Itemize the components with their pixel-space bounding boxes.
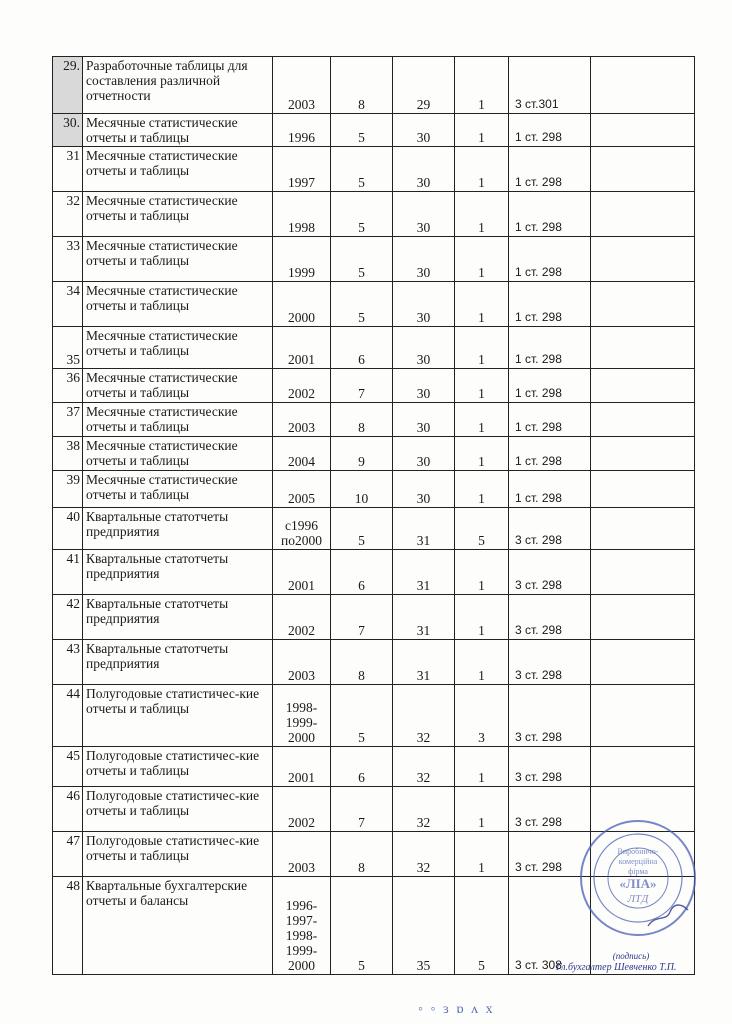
year-line: 2005 (288, 491, 315, 506)
row-title: Месячные статистические отчеты и таблицы (83, 237, 273, 282)
row-empty (591, 508, 695, 550)
row-col-a: 5 (331, 685, 393, 747)
year-line: 1999- (285, 715, 318, 730)
year-line: 2003 (288, 668, 315, 683)
stamp-line: комерційна (618, 857, 658, 866)
row-year (273, 327, 331, 369)
signature-name: Гл.бухгалтер Шевченко Т.П. (556, 962, 677, 973)
row-number: 40 (53, 508, 83, 550)
row-col-b: 32 (393, 747, 455, 787)
row-year (273, 640, 331, 685)
row-note: 1 ст. 298 (509, 192, 591, 237)
row-title: Месячные статистические отчеты и таблицы (83, 192, 273, 237)
row-title: Квартальные бухгалтерские отчеты и балансы (83, 877, 273, 975)
row-title: Месячные статистические отчеты и таблицы (83, 437, 273, 471)
year-line: 2000 (288, 310, 315, 325)
row-col-b: 31 (393, 508, 455, 550)
handwritten-mark: ◦ ◦ ɜ ɒ ʌ x (418, 1002, 495, 1017)
row-empty (591, 685, 695, 747)
year-line: 1998 (288, 220, 315, 235)
row-col-c: 1 (455, 595, 509, 640)
row-col-b: 29 (393, 57, 455, 114)
row-note: 3 ст.301 (509, 57, 591, 114)
row-empty (591, 282, 695, 327)
row-note: 1 ст. 298 (509, 282, 591, 327)
row-empty (591, 114, 695, 147)
row-col-a: 6 (331, 747, 393, 787)
table-row (53, 192, 695, 237)
year-line: 1999- (285, 943, 318, 958)
row-number: 43 (53, 640, 83, 685)
row-number: 36 (53, 369, 83, 403)
year-line: 1999 (288, 265, 315, 280)
year-line: 2003 (288, 97, 315, 112)
row-year (273, 508, 331, 550)
row-col-c: 5 (455, 877, 509, 975)
row-col-c: 1 (455, 403, 509, 437)
row-col-c: 1 (455, 237, 509, 282)
row-col-c: 1 (455, 114, 509, 147)
row-title: Полугодовые статистичес-кие отчеты и таблицы (83, 787, 273, 832)
row-number: 33 (53, 237, 83, 282)
row-note: 3 ст. 298 (509, 508, 591, 550)
stamp-line: «ЛІА» (619, 876, 657, 891)
row-title: Квартальные статотчеты предприятия (83, 640, 273, 685)
row-col-c: 1 (455, 192, 509, 237)
year-line: по2000 (281, 533, 322, 548)
year-line: 2002 (288, 815, 315, 830)
row-year (273, 787, 331, 832)
year-line: 1997 (288, 175, 315, 190)
row-col-c: 1 (455, 640, 509, 685)
row-note: 3 ст. 298 (509, 640, 591, 685)
row-year (273, 747, 331, 787)
row-number: 38 (53, 437, 83, 471)
row-number: 32 (53, 192, 83, 237)
row-empty (591, 57, 695, 114)
row-empty (591, 640, 695, 685)
row-title: Месячные статистические отчеты и таблицы (83, 282, 273, 327)
row-col-a: 10 (331, 471, 393, 508)
row-number: 29. (53, 57, 83, 114)
row-number: 48 (53, 877, 83, 975)
row-note: 1 ст. 298 (509, 403, 591, 437)
row-col-c: 3 (455, 685, 509, 747)
row-col-a: 7 (331, 595, 393, 640)
row-note: 1 ст. 298 (509, 471, 591, 508)
row-col-a: 8 (331, 832, 393, 877)
row-number: 41 (53, 550, 83, 595)
row-col-a: 5 (331, 114, 393, 147)
row-col-b: 32 (393, 787, 455, 832)
row-number: 44 (53, 685, 83, 747)
company-stamp (578, 818, 698, 938)
row-col-a: 5 (331, 282, 393, 327)
table-row (53, 57, 695, 114)
row-col-c: 1 (455, 327, 509, 369)
row-title: Квартальные статотчеты предприятия (83, 550, 273, 595)
year-line: 2001 (288, 578, 315, 593)
row-number: 34 (53, 282, 83, 327)
table-row (53, 282, 695, 327)
row-col-b: 31 (393, 550, 455, 595)
year-line: 1997- (285, 913, 318, 928)
table-row (53, 147, 695, 192)
row-col-b: 32 (393, 685, 455, 747)
row-col-b: 30 (393, 147, 455, 192)
row-note: 1 ст. 298 (509, 147, 591, 192)
row-empty (591, 471, 695, 508)
table-row (53, 114, 695, 147)
table-row (53, 508, 695, 550)
row-title: Квартальные статотчеты предприятия (83, 508, 273, 550)
row-note: 1 ст. 298 (509, 437, 591, 471)
row-col-b: 30 (393, 403, 455, 437)
row-col-c: 1 (455, 57, 509, 114)
row-col-c: 1 (455, 550, 509, 595)
table-row (53, 369, 695, 403)
row-col-b: 30 (393, 192, 455, 237)
year-line: 2004 (288, 454, 315, 469)
row-year (273, 403, 331, 437)
row-title: Полугодовые статистичес-кие отчеты и таблицы (83, 747, 273, 787)
row-year (273, 57, 331, 114)
row-number: 39 (53, 471, 83, 508)
row-title: Месячные статистические отчеты и таблицы (83, 327, 273, 369)
table-row (53, 640, 695, 685)
table-row (53, 471, 695, 508)
row-note: 3 ст. 298 (509, 747, 591, 787)
row-empty (591, 747, 695, 787)
row-title: Квартальные статотчеты предприятия (83, 595, 273, 640)
row-col-c: 1 (455, 832, 509, 877)
row-number: 31 (53, 147, 83, 192)
row-empty (591, 237, 695, 282)
row-col-c: 1 (455, 282, 509, 327)
stamp-line: фірма (628, 867, 648, 876)
row-title: Месячные статистические отчеты и таблицы (83, 369, 273, 403)
row-col-b: 30 (393, 282, 455, 327)
year-line: 2001 (288, 770, 315, 785)
row-title: Месячные статистические отчеты и таблицы (83, 147, 273, 192)
year-line: 2000 (288, 958, 315, 973)
table-row (53, 403, 695, 437)
row-col-c: 1 (455, 147, 509, 192)
row-col-b: 30 (393, 437, 455, 471)
row-col-b: 30 (393, 237, 455, 282)
year-line: 2003 (288, 420, 315, 435)
table-row (53, 327, 695, 369)
row-col-a: 5 (331, 877, 393, 975)
row-col-c: 1 (455, 437, 509, 471)
row-year (273, 595, 331, 640)
row-col-c: 1 (455, 747, 509, 787)
table-row (53, 595, 695, 640)
row-empty (591, 369, 695, 403)
year-line: 1996- (285, 898, 318, 913)
row-col-c: 1 (455, 369, 509, 403)
row-empty (591, 437, 695, 471)
row-note: 1 ст. 298 (509, 369, 591, 403)
row-col-b: 31 (393, 595, 455, 640)
row-title: Разработочные таблицы для составления различной отчетности (83, 57, 273, 114)
table-row (53, 685, 695, 747)
row-year (273, 114, 331, 147)
year-line: с1996 (285, 518, 318, 533)
row-title: Месячные статистические отчеты и таблицы (83, 471, 273, 508)
row-empty (591, 327, 695, 369)
row-note: 3 ст. 298 (509, 832, 591, 877)
year-line: 2001 (288, 352, 315, 367)
table-row (53, 437, 695, 471)
row-year (273, 369, 331, 403)
row-title: Месячные статистические отчеты и таблицы (83, 114, 273, 147)
year-line: 2003 (288, 860, 315, 875)
row-col-b: 30 (393, 369, 455, 403)
row-empty (591, 192, 695, 237)
row-note: 1 ст. 298 (509, 237, 591, 282)
row-col-b: 32 (393, 832, 455, 877)
row-year (273, 877, 331, 975)
row-note: 1 ст. 298 (509, 114, 591, 147)
year-line: 1996 (288, 130, 315, 145)
row-year (273, 471, 331, 508)
row-col-c: 1 (455, 471, 509, 508)
row-note: 3 ст. 298 (509, 787, 591, 832)
row-number: 35 (53, 327, 83, 369)
year-line: 1998- (285, 700, 318, 715)
row-col-a: 9 (331, 437, 393, 471)
signature-label: (подпись) (612, 951, 650, 961)
table-row (53, 747, 695, 787)
row-title: Полугодовые статистичес-кие отчеты и таблицы (83, 685, 273, 747)
row-col-a: 6 (331, 550, 393, 595)
row-title: Месячные статистические отчеты и таблицы (83, 403, 273, 437)
row-col-a: 6 (331, 327, 393, 369)
row-number: 37 (53, 403, 83, 437)
row-col-a: 5 (331, 508, 393, 550)
row-title: Полугодовые статистичес-кие отчеты и таблицы (83, 832, 273, 877)
row-col-b: 35 (393, 877, 455, 975)
row-note: 3 ст. 298 (509, 595, 591, 640)
row-empty (591, 595, 695, 640)
row-note: 3 ст. 308 (509, 877, 591, 975)
row-year (273, 147, 331, 192)
year-line: 2000 (288, 730, 315, 745)
row-col-b: 31 (393, 640, 455, 685)
row-col-a: 7 (331, 787, 393, 832)
row-empty (591, 550, 695, 595)
year-line: 1998- (285, 928, 318, 943)
row-col-a: 5 (331, 147, 393, 192)
row-year (273, 550, 331, 595)
row-note: 3 ст. 298 (509, 550, 591, 595)
row-col-c: 5 (455, 508, 509, 550)
row-note: 1 ст. 298 (509, 327, 591, 369)
row-year (273, 685, 331, 747)
row-number: 42 (53, 595, 83, 640)
stamp-line: ЛТД (627, 893, 649, 905)
stamp-line: Виробничо- (617, 847, 659, 856)
row-note: 3 ст. 298 (509, 685, 591, 747)
row-year (273, 282, 331, 327)
row-col-a: 8 (331, 640, 393, 685)
row-col-a: 8 (331, 403, 393, 437)
table-row (53, 237, 695, 282)
row-number: 47 (53, 832, 83, 877)
row-number: 30. (53, 114, 83, 147)
row-col-a: 7 (331, 369, 393, 403)
row-col-b: 30 (393, 471, 455, 508)
row-number: 46 (53, 787, 83, 832)
row-col-b: 30 (393, 327, 455, 369)
year-line: 2002 (288, 386, 315, 401)
row-col-c: 1 (455, 787, 509, 832)
row-col-b: 30 (393, 114, 455, 147)
row-col-a: 5 (331, 192, 393, 237)
row-empty (591, 403, 695, 437)
row-empty (591, 147, 695, 192)
row-year (273, 832, 331, 877)
signature-block (556, 950, 706, 974)
row-number: 45 (53, 747, 83, 787)
row-year (273, 192, 331, 237)
row-col-a: 8 (331, 57, 393, 114)
row-year (273, 437, 331, 471)
year-line: 2002 (288, 623, 315, 638)
row-col-a: 5 (331, 237, 393, 282)
table-row (53, 550, 695, 595)
row-year (273, 237, 331, 282)
